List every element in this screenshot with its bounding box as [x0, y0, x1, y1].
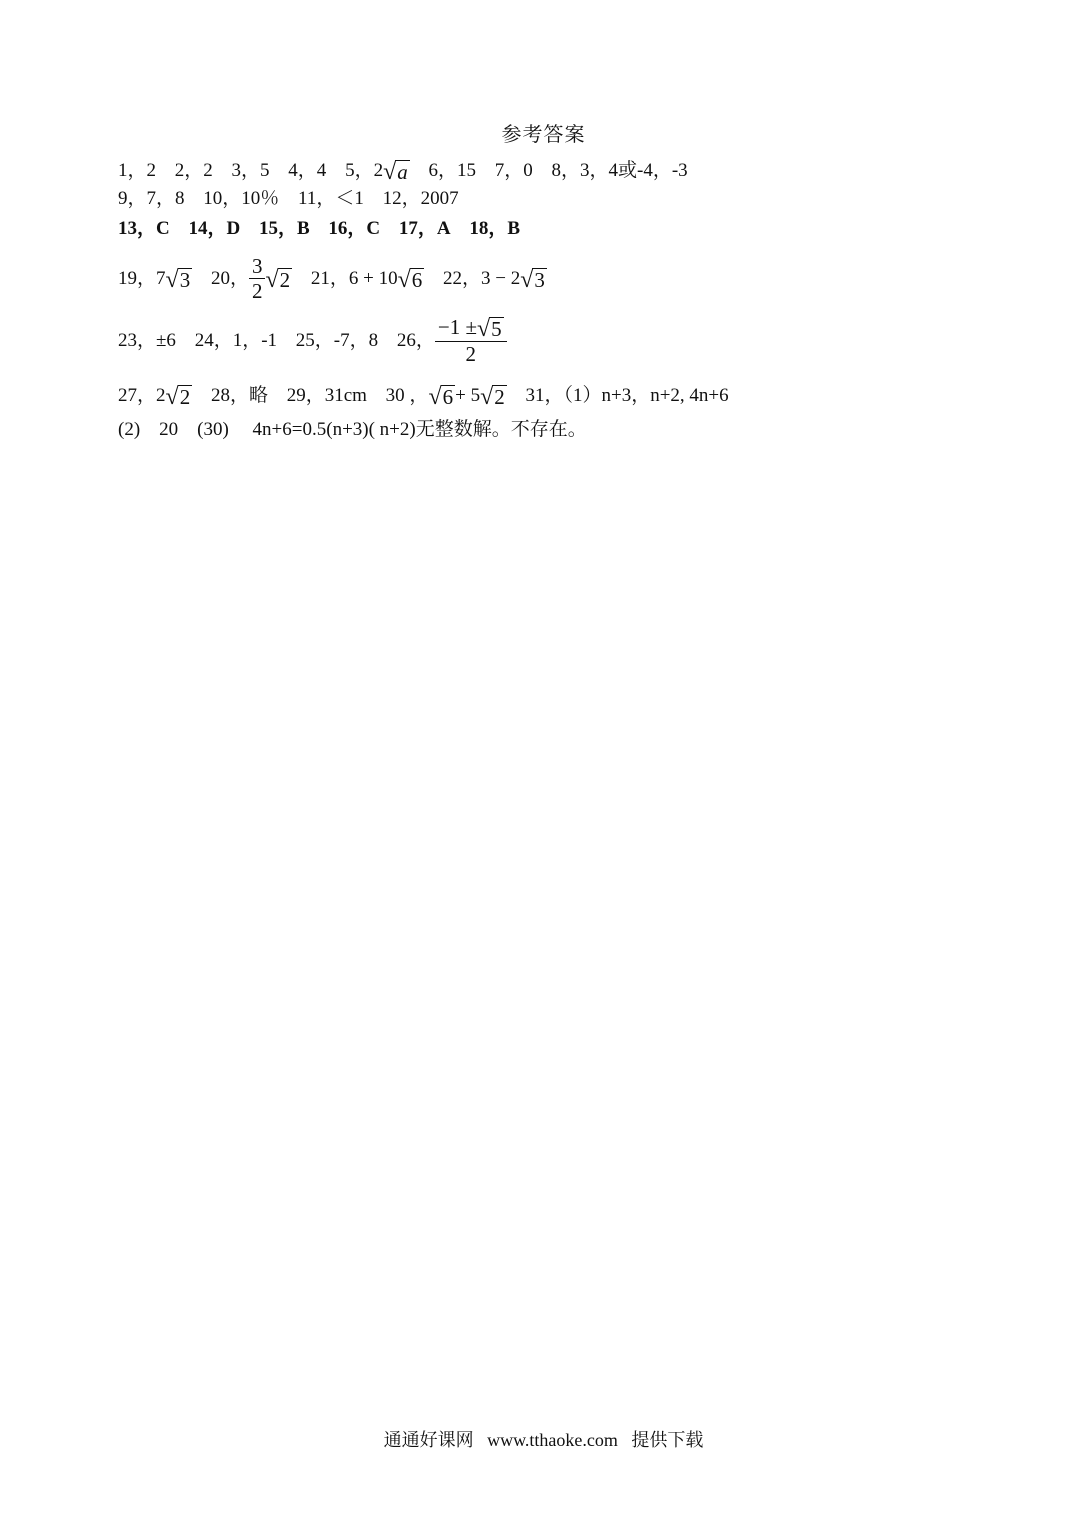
answer-19-prefix: 19，7 [118, 268, 166, 289]
answer-27-radicand: 2 [179, 385, 191, 409]
answer-22-sqrt: √ 3 [520, 266, 545, 293]
answer-30-sqrt-1: √ 6 [428, 384, 454, 411]
answer-25: 25，-7，8 [295, 330, 379, 352]
answer-9: 9，7，8 [118, 188, 185, 209]
answer-26-prefix: 26， [396, 330, 435, 352]
answer-30-prefix: 30 ， [385, 385, 429, 407]
answer-19 [118, 266, 197, 293]
answers-line-1 [118, 160, 702, 184]
answer-30-radicand-1: 6 [442, 385, 454, 409]
answer-22-prefix: 22，3 − 2 [443, 268, 521, 289]
answer-5-prefix: 5，2 [345, 160, 384, 182]
answer-3: 3，5 [231, 160, 270, 182]
answer-19-sqrt: √ 3 [165, 266, 191, 293]
answer-20-radicand: 2 [279, 267, 291, 292]
answer-20-fraction [249, 255, 266, 304]
answer-17: 17，A [398, 218, 451, 239]
answer-6: 6，15 [428, 160, 477, 182]
answer-23: 23，±6 [118, 330, 176, 352]
answer-30-sqrt-2: √ 2 [480, 384, 505, 411]
answers-line-4 [118, 255, 561, 304]
answer-27-sqrt: √ 2 [165, 384, 191, 411]
answer-26 [396, 315, 507, 367]
page-title: 参考答案 [501, 124, 586, 146]
answer-20-sqrt: √ 2 [265, 266, 291, 293]
answers-line-7: (2) 20 (30) 4n+6=0.5(n+3)( n+2)无整数解。不存在。 [118, 419, 587, 440]
answer-14: 14，D [188, 218, 241, 239]
answer-28: 28，略 [210, 385, 268, 407]
answer-20-numerator: 3 [251, 254, 263, 278]
answer-21 [310, 266, 429, 293]
answer-5-sqrt: √ a [383, 159, 408, 186]
answer-31: 31，（1）n+3，n+2, 4n+6 [525, 385, 729, 407]
answers-line-3 [118, 219, 534, 238]
answer-21-radicand: 6 [411, 267, 423, 292]
answer-20-prefix: 20， [210, 268, 249, 289]
answer-20-denominator: 2 [251, 279, 263, 304]
answer-5-radicand: a [397, 160, 408, 184]
answer-21-sqrt: √ 6 [397, 266, 423, 293]
answer-26-denominator: 2 [465, 342, 476, 367]
answer-27 [118, 384, 197, 411]
answer-20 [210, 254, 297, 304]
answer-30-radicand-2: 2 [494, 385, 505, 409]
answer-27-prefix: 27，2 [118, 385, 166, 407]
answer-30 [385, 384, 512, 411]
answer-30-mid: + 5 [455, 385, 481, 407]
answer-16: 16，C [328, 218, 381, 239]
answer-4: 4，4 [288, 160, 327, 182]
answer-26-numerator [435, 316, 507, 341]
answer-7: 7，0 [494, 160, 533, 182]
answer-18: 18，B [469, 218, 521, 239]
answer-5 [345, 159, 414, 186]
answer-24: 24，1，-1 [194, 330, 278, 352]
answer-10: 10，10％ [203, 188, 280, 209]
answer-26-fraction [435, 316, 507, 367]
answers-line-2 [118, 189, 473, 208]
answers-line-6 [118, 385, 743, 409]
answer-1: 1，2 [118, 160, 157, 182]
answer-15: 15，B [258, 218, 310, 239]
answer-26-sqrt: √ 5 [476, 316, 502, 343]
answer-26-numerator-prefix: −1 ± [437, 315, 477, 339]
answer-22-radicand: 3 [534, 267, 545, 292]
answers-line-5 [118, 316, 521, 367]
answer-12: 12，2007 [382, 188, 459, 209]
answer-13: 13，C [118, 218, 170, 239]
footer-source: 通通好课网 www.tthaoke.com 提供下载 [383, 1430, 704, 1450]
answer-21-prefix: 21，6 + 10 [310, 268, 398, 289]
answer-8: 8，3，4或-4，-3 [551, 160, 688, 182]
answer-2: 2，2 [174, 160, 213, 182]
answer-26-radicand: 5 [491, 317, 502, 342]
answer-19-radicand: 3 [179, 267, 191, 292]
answer-29: 29，31cm [286, 385, 367, 407]
answer-22 [443, 266, 547, 293]
answer-11: 11，＜1 [298, 188, 364, 209]
